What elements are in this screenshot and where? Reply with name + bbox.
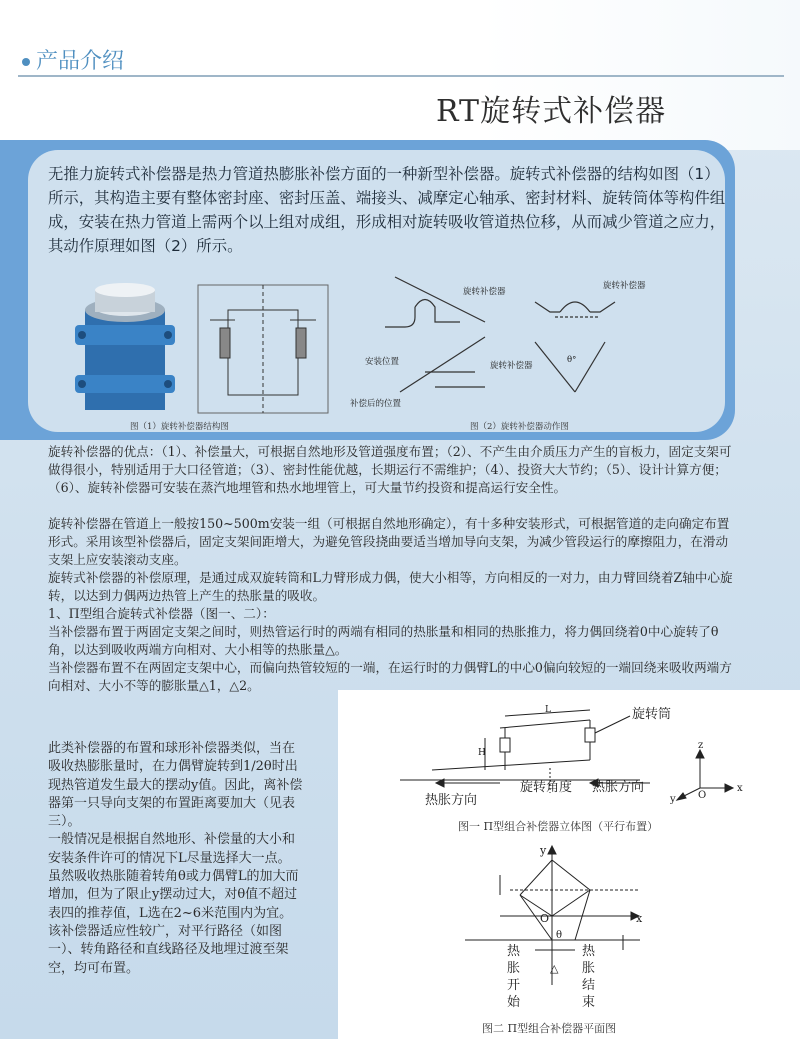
cross-section-drawing: [198, 285, 328, 413]
diagram1-label-H: H: [478, 748, 486, 758]
left-paragraph-choose-L: 一般情况是根据自然地形、补偿量的大小和安装条件许可的情况下L尽量选择大一点。: [48, 832, 296, 866]
diagram1-label-angle: 旋转角度: [520, 780, 573, 795]
fig2-label-install: 安装位置: [365, 357, 400, 367]
header-divider: [18, 75, 784, 77]
body-paragraph-symmetric: 当补偿器布置于两固定支架之间时，则热管运行时的两端有相同的热胀量和相同的热胀推力，将力偶回绕着0中心旋转了θ角，以达到吸收两端方向相对、大小相等的热胀量△。: [48, 624, 719, 657]
diagram1-axis-o: O: [698, 790, 707, 801]
diagram-2: [440, 840, 670, 1015]
body-paragraph-asymmetric: 当补偿器布置不在两固定支架中心，而偏向热管较短的一端，在运行时的力偶臂L的中心0偏向较短的一端回绕来吸收两端方向相对、大小不等的膨胀量△1，△2。: [48, 660, 732, 693]
diagram-1-caption: 图一 Π型组合补偿器立体图（平行布置）: [458, 820, 659, 833]
fig2-label-after: 补偿后的位置: [350, 399, 402, 409]
diagram2-theta: θ: [556, 930, 563, 941]
diagram2-origin: O: [540, 912, 550, 925]
body-paragraph-advantages: 旋转补偿器的优点：（1）、补偿量大，可根据自然地形及管道强度布置；（2）、不产生由介质压力产生的盲板力，固定支架可做得很小，特别适用于大口径管道；（3）、密封性能优越，长期运行不需维护；（4）、投资大大节约；（5）、设计计算方便；（6）、旋转补偿器可安装在蒸汽地埋管和热水地埋管上，可大量节约投资和提高运行安全性。: [48, 444, 732, 495]
figure-2: [345, 272, 705, 417]
bullet-icon: [22, 58, 30, 66]
body-paragraph-principle: 旋转式补偿器的补偿原理，是通过成双旋转筒和L力臂形成力偶，使大小相等，方向相反的一对力，由力臂回绕着Z轴中心旋转，以达到力偶两边热管上产生的热胀量的吸收。: [48, 570, 733, 603]
left-paragraph-applicability: 该补偿器适应性较广，对平行路径（如图一）、转角路径和直线路径及地埋过渡至架空，均可布置。: [48, 923, 289, 976]
fig2-label-comp-2: 旋转补偿器: [603, 281, 646, 291]
left-paragraph-swing: 此类补偿器的布置和球形补偿器类似，当在吸收热膨胀量时，在力偶臂旋转到1/2θ时出现热管道发生最大的摆动y值。因此，离补偿器第一只导向支架的布置距离要加大（见表三）。: [48, 741, 303, 830]
diagram1-label-drum: 旋转筒: [632, 707, 672, 722]
fig2-label-theta: θ°: [567, 355, 577, 365]
diagram1-axis-z: z: [698, 740, 704, 751]
diagram1-label-L: L: [545, 705, 551, 715]
section-label-text: 产品介绍: [36, 49, 125, 74]
figure-1: [50, 280, 340, 430]
diagram2-delta: △: [550, 962, 559, 975]
diagram1-axis-x: x: [737, 783, 743, 794]
left-paragraph-theta-limit: 虽然吸收热胀随着转角θ或力偶臂L的加大而增加，但为了限止y摆动过大，对θ值不超过表四的推荐值，L选在2~6米范围内为宜。: [48, 869, 299, 921]
left-column: [48, 740, 306, 978]
fig2-label-comp-3: 旋转补偿器: [490, 361, 533, 371]
body-heading-pi-type: 1、Π型组合旋转式补偿器（图一、二）：: [48, 606, 275, 621]
fig2-label-comp-1: 旋转补偿器: [463, 287, 506, 297]
diagram2-axis-x: x: [636, 912, 643, 925]
diagram1-axis-y: y: [670, 794, 676, 805]
diagram2-axis-y: y: [540, 844, 547, 857]
compensator-photo: [75, 283, 175, 410]
page-title: RT旋转式补偿器: [436, 94, 667, 129]
section-label: [22, 44, 124, 75]
diagram1-label-expand-left: 热胀方向: [425, 793, 478, 808]
intro-paragraph: 无推力旋转式补偿器是热力管道热膨胀补偿方面的一种新型补偿器。旋转式补偿器的结构如图（1）所示，其构造主要有整体密封座、密封压盖、端接头、减摩定心轴承、密封材料、旋转筒体等构件组成，安装在热力管道上需两个以上组对成组，形成相对旋转吸收管道热位移，从而减少管道之应力，其动作原理如图（2）所示。: [48, 165, 726, 255]
figure-1-caption: 图（1）旋转补偿器结构图: [130, 422, 229, 432]
body-paragraph-installation: 旋转补偿器在管道上一般按150~500m安装一组（可根据自然地形确定），有十多种安装形式，可根据管道的走向确定布置形式。采用该型补偿器后，固定支架间距增大，为避免管段挠曲要适当增加导向支架，为减少管段运行的摩擦阻力，在滑动支架上应安装滚动支座。: [48, 516, 730, 567]
diagram-2-caption: 图二 Π型组合补偿器平面图: [482, 1022, 617, 1035]
diagram1-label-expand-right: 热胀方向: [592, 780, 645, 795]
figure-2-caption: 图（2）旋转补偿器动作图: [470, 422, 569, 432]
diagram2-label-end: 热胀结束: [582, 944, 596, 1010]
diagram2-label-start: 热胀开始: [507, 944, 521, 1010]
